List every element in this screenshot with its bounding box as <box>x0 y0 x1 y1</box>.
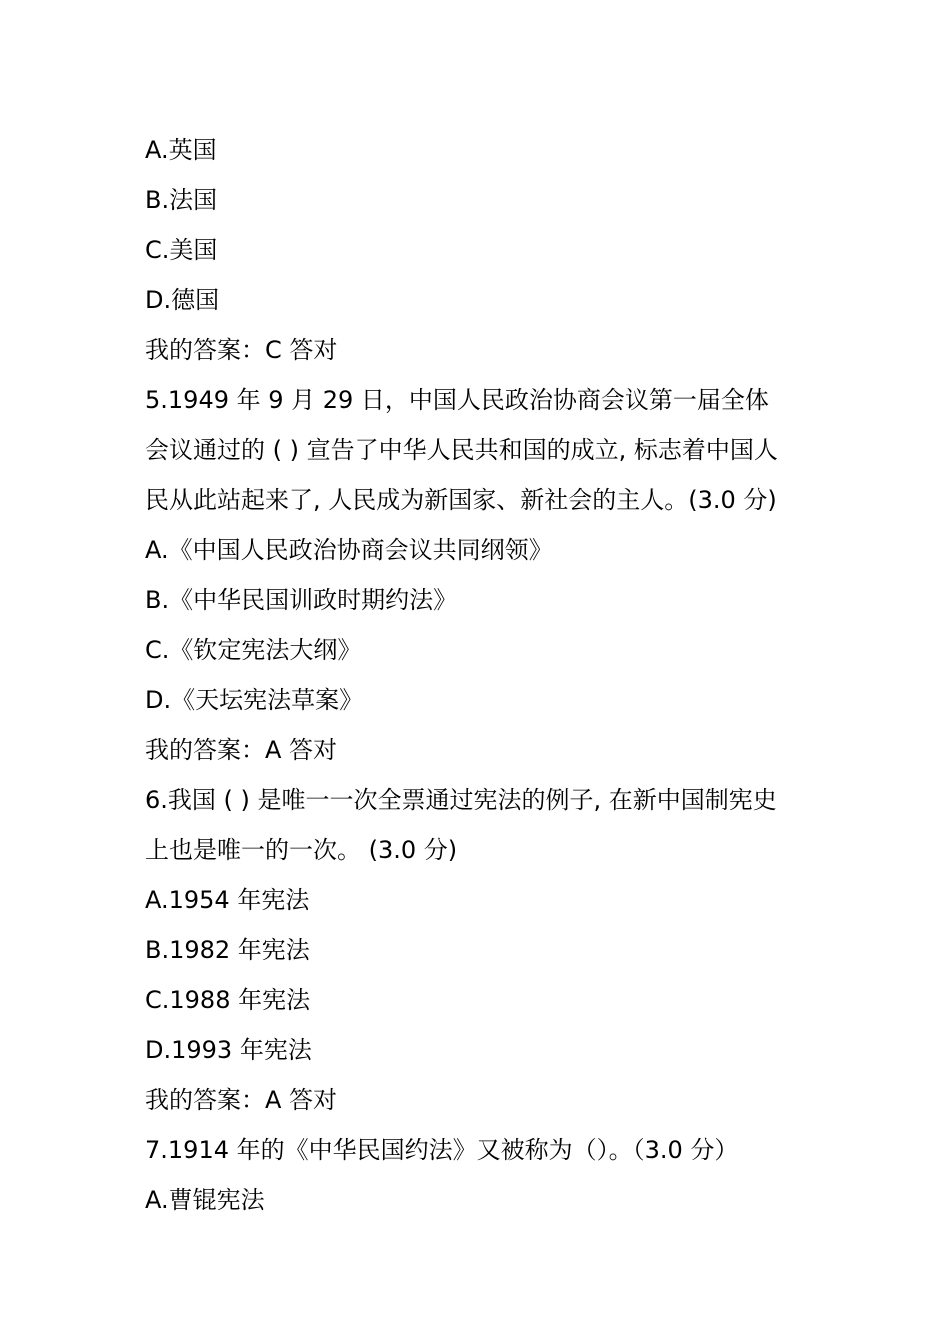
option-b: B.法国 <box>145 186 218 214</box>
question-text-line: 民从此站起来了, 人民成为新国家、新社会的主人。(3.0 分) <box>145 486 777 514</box>
question-4-options <box>145 125 815 375</box>
my-answer: 我的答案：A 答对 <box>145 736 338 764</box>
question-text-line: 会议通过的 ( ) 宣告了中华人民共和国的成立, 标志着中国人 <box>145 436 778 464</box>
option-c: C.美国 <box>145 236 218 264</box>
option-c: C.《钦定宪法大纲》 <box>145 636 362 664</box>
question-text-line: 上也是唯一的一次。 (3.0 分) <box>145 836 458 864</box>
question-6 <box>145 775 815 1125</box>
my-answer: 我的答案：A 答对 <box>145 1086 338 1114</box>
option-d: D.1993 年宪法 <box>145 1036 312 1064</box>
question-7 <box>145 1125 815 1225</box>
my-answer: 我的答案：C 答对 <box>145 336 338 364</box>
question-text-line: 7.1914 年的《中华民国约法》又被称为（）。（3.0 分） <box>145 1136 739 1164</box>
document-page <box>145 125 815 1225</box>
question-5 <box>145 375 815 775</box>
option-b: B.1982 年宪法 <box>145 936 310 964</box>
question-text-line: 6.我国 ( ) 是唯一一次全票通过宪法的例子, 在新中国制宪史 <box>145 786 777 814</box>
option-a: A.曹锟宪法 <box>145 1186 265 1214</box>
option-c: C.1988 年宪法 <box>145 986 311 1014</box>
option-a: A.英国 <box>145 136 217 164</box>
option-a: A.1954 年宪法 <box>145 886 310 914</box>
option-d: D.德国 <box>145 286 220 314</box>
option-b: B.《中华民国训政时期约法》 <box>145 586 458 614</box>
option-a: A.《中国人民政治协商会议共同纲领》 <box>145 536 553 564</box>
option-d: D.《天坛宪法草案》 <box>145 686 364 714</box>
question-text-line: 5.1949 年 9 月 29 日，中国人民政治协商会议第一届全体 <box>145 386 769 414</box>
